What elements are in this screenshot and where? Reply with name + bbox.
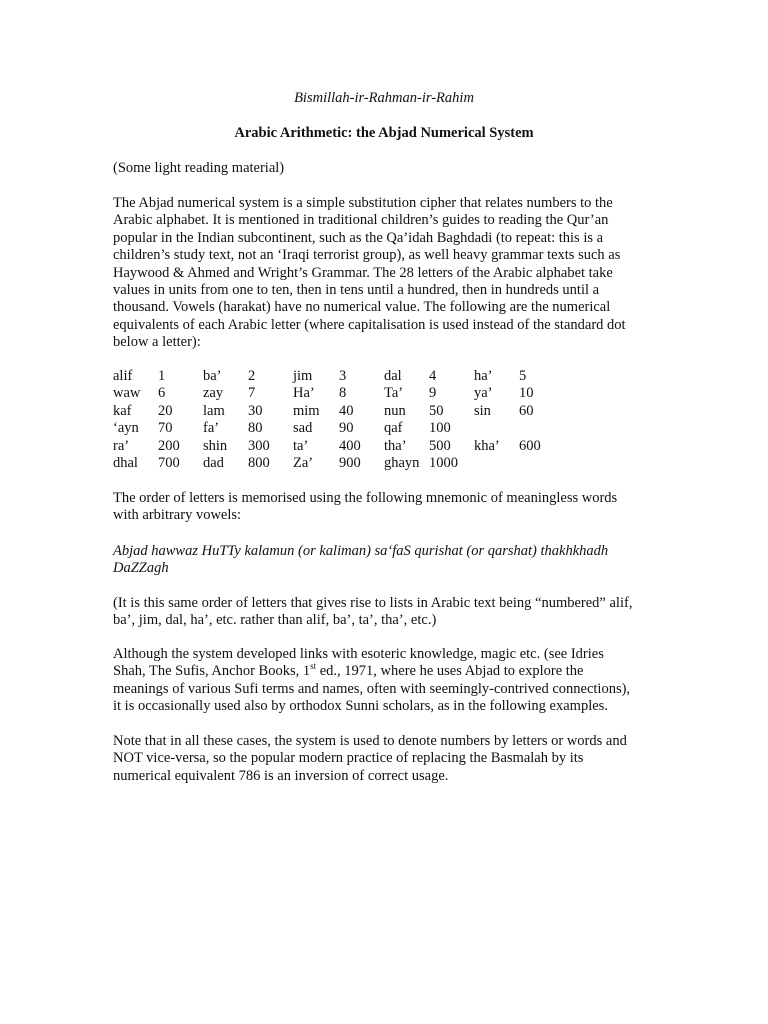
letter-value: 10	[519, 385, 534, 402]
text-line: numerical equivalent 786 is an inversion of correct usage.	[113, 767, 449, 784]
letter-name: dal	[384, 368, 402, 384]
text-line: children’s study text, not an ‘Iraqi terrorist group), as well heavy grammar texts such as	[113, 247, 621, 264]
letter-value: 70	[158, 420, 173, 437]
letter-value: 100	[429, 420, 451, 437]
text-line: popular in the Indian subcontinent, such as the Qa’idah Baghdadi (to repeat: this is a	[113, 229, 604, 246]
letter-value: 50	[429, 402, 444, 419]
letter-name: Ta’	[384, 385, 404, 402]
letter-value: 60	[519, 402, 534, 419]
letter-value: 2	[248, 368, 256, 384]
letter-value: 40	[339, 402, 354, 419]
letter-name: jim	[293, 368, 313, 384]
letter-value: 500	[429, 437, 451, 454]
letter-name: alif	[113, 368, 133, 384]
letter-value: 9	[429, 385, 437, 402]
letter-name: nun	[384, 402, 406, 419]
citation-text: Shah, The Sufis, Anchor Books, 1	[113, 663, 311, 680]
letter-value: 6	[158, 385, 166, 402]
letter-value: 900	[339, 454, 361, 471]
text-line: equivalents of each Arabic letter (where capitalisation is used instead of the standard dot	[113, 316, 626, 333]
text-line: Note that in all these cases, the system is used to denote numbers by letters or words and	[113, 733, 627, 749]
ordinal-superscript: st	[310, 661, 317, 672]
letter-name: sin	[474, 402, 491, 419]
letter-name: dad	[203, 454, 224, 471]
letter-name: zay	[203, 385, 224, 402]
subtitle: (Some light reading material)	[113, 160, 285, 176]
text-line: NOT vice-versa, so the popular modern practice of replacing the Basmalah by its	[113, 750, 584, 767]
text-line: (It is this same order of letters that gives rise to lists in Arabic text being “numbered” alif,	[113, 595, 633, 611]
letter-value: 7	[248, 385, 256, 402]
letter-name: Ha’	[293, 385, 315, 402]
letter-name: mim	[293, 402, 320, 419]
letter-name: Za’	[293, 454, 314, 471]
text-line: Although the system developed links with esoteric knowledge, magic etc. (see Idries	[113, 646, 604, 662]
text-line: Arabic alphabet. It is mentioned in traditional children’s guides to reading the Qur’an	[113, 212, 609, 229]
text-line: thousand. Vowels (harakat) have no numerical value. The following are the numerical	[113, 299, 611, 316]
text-line	[113, 663, 673, 680]
letter-name: fa’	[203, 420, 220, 437]
letter-value: 8	[339, 385, 347, 402]
text-line: The Abjad numerical system is a simple substitution cipher that relates numbers to the	[113, 195, 613, 211]
letter-value: 300	[248, 437, 270, 454]
letter-value: 1000	[429, 454, 458, 471]
letter-value: 90	[339, 420, 354, 437]
letter-value: 30	[248, 402, 263, 419]
text-line: Haywood & Ahmed and Wright’s Grammar. The 28 letters of the Arabic alphabet take	[113, 264, 613, 281]
letter-name: ra’	[113, 437, 130, 454]
intro-paragraph	[113, 195, 673, 352]
letter-value: 1	[158, 368, 166, 384]
closing-paragraph	[113, 733, 673, 785]
text-line: with arbitrary vowels:	[113, 507, 242, 524]
text-line: below a letter):	[113, 334, 201, 351]
text-line: it is occasionally used also by orthodox Sunni scholars, as in the following examples.	[113, 698, 608, 715]
text-line: The order of letters is memorised using the following mnemonic of meaningless words	[113, 490, 618, 506]
letter-name: dhal	[113, 454, 138, 471]
letter-value: 20	[158, 402, 173, 419]
letter-value: 700	[158, 454, 180, 471]
letter-name: ha’	[474, 368, 493, 384]
letter-name: ta’	[293, 437, 309, 454]
mnemonic-paragraph	[113, 543, 673, 578]
letter-value: 4	[429, 368, 437, 384]
text-line: ba’, jim, dal, ha’, etc. rather than alif, ba’, ta’, tha’, etc.)	[113, 612, 437, 629]
letter-name: kha’	[474, 437, 500, 454]
text-line: Abjad hawwaz HuTTy kalamun (or kaliman) sa‘faS qurishat (or qarshat) thakhkhadh	[113, 543, 609, 559]
basmalah-heading: Bismillah-ir-Rahman-ir-Rahim	[294, 90, 474, 106]
letter-value: 80	[248, 420, 263, 437]
letter-name: ‘ayn	[113, 420, 139, 437]
esoteric-paragraph	[113, 646, 673, 716]
letter-value: 800	[248, 454, 270, 471]
letter-name: ba’	[203, 368, 222, 384]
letter-value: 200	[158, 437, 180, 454]
letter-value: 400	[339, 437, 361, 454]
letter-name: waw	[113, 385, 141, 402]
letter-name: lam	[203, 402, 225, 419]
letter-name: sad	[293, 420, 313, 437]
text-line: DaZZagh	[113, 560, 169, 577]
letter-name: tha’	[384, 437, 407, 454]
letter-name: kaf	[113, 402, 132, 419]
mnemonic-intro-paragraph	[113, 490, 673, 525]
letter-name: shin	[203, 437, 228, 454]
letter-value: 600	[519, 437, 541, 454]
letter-name: qaf	[384, 420, 403, 437]
letter-value: 3	[339, 368, 347, 384]
citation-text-cont: ed., 1971, where he uses Abjad to explore the	[316, 663, 584, 680]
letter-name: ghayn	[384, 454, 420, 471]
text-line: meanings of various Sufi terms and names, often with seemingly-contrived connections),	[113, 680, 631, 697]
order-note-paragraph	[113, 595, 673, 630]
letter-value: 5	[519, 368, 527, 384]
page-title: Arabic Arithmetic: the Abjad Numerical System	[234, 125, 534, 141]
letter-name: ya’	[474, 385, 493, 402]
text-line: values in units from one to ten, then in tens until a hundred, then in hundreds until a	[113, 282, 600, 299]
